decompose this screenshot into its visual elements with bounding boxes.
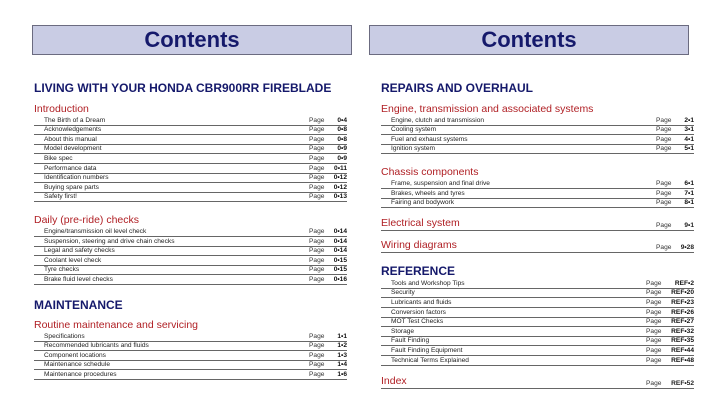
entry-title: Fairing and bodywork <box>391 199 455 207</box>
page-label: Page <box>309 183 325 191</box>
page-label: Page <box>656 116 672 124</box>
page-label: Page <box>309 275 325 283</box>
page-label: Page <box>656 145 672 153</box>
entry-title: Fault Finding Equipment <box>391 346 463 354</box>
entry-title: Maintenance procedures <box>44 370 117 378</box>
toc-entry[interactable] <box>381 327 694 337</box>
toc-list <box>34 332 347 380</box>
entry-title: Cooling system <box>391 126 437 134</box>
entry-title: Component locations <box>44 351 106 359</box>
toc-entry[interactable] <box>34 361 347 371</box>
entry-title: Conversion factors <box>391 308 446 316</box>
page-number: 1•1 <box>337 332 347 340</box>
part-title: REFERENCE <box>381 264 456 279</box>
contents-banner-right <box>369 25 689 55</box>
entry-title: Suspension, steering and drive chain checks <box>44 237 175 245</box>
entry-title: Lubricants and fluids <box>391 298 452 306</box>
contents-heading: Contents <box>481 27 577 52</box>
section-title: Engine, transmission and associated systems <box>381 103 594 115</box>
toc-entry[interactable] <box>381 337 694 347</box>
page-number: 0•12 <box>333 183 347 191</box>
page-label: Page <box>646 346 662 354</box>
entry-title: MOT Test Checks <box>391 318 444 326</box>
page-number: REF•27 <box>671 318 694 326</box>
entry-title: Security <box>391 289 415 297</box>
toc-entry[interactable] <box>34 275 347 285</box>
page-number: REF•2 <box>674 279 694 287</box>
page-number: 0•14 <box>333 247 347 255</box>
page-number: REF•48 <box>671 356 694 364</box>
toc-entry[interactable] <box>381 289 694 299</box>
page-label: Page <box>656 244 672 252</box>
page-number: 0•13 <box>333 193 347 201</box>
page-number: 1•3 <box>337 351 347 359</box>
toc-entry[interactable] <box>381 145 694 155</box>
page-label: Page <box>656 222 672 230</box>
page-label: Page <box>646 327 662 335</box>
page-label: Page <box>309 342 325 350</box>
page-number: 0•9 <box>337 154 347 162</box>
toc-entry[interactable] <box>34 266 347 276</box>
entry-title: Brake fluid level checks <box>44 275 113 283</box>
page-label: Page <box>309 351 325 359</box>
entry-title: Ignition system <box>391 145 435 153</box>
page-label: Page <box>309 266 325 274</box>
section-title: Routine maintenance and servicing <box>34 318 199 331</box>
toc-entry[interactable] <box>381 217 694 231</box>
toc-entry[interactable] <box>381 126 694 136</box>
toc-entry[interactable] <box>34 135 347 145</box>
page-number: 9•1 <box>684 222 694 230</box>
page-label: Page <box>309 154 325 162</box>
toc-entry[interactable] <box>34 370 347 380</box>
page-label: Page <box>309 361 325 369</box>
page-number: REF•44 <box>671 346 694 354</box>
page-number: 8•1 <box>684 199 694 207</box>
toc-entry[interactable] <box>381 135 694 145</box>
toc-entry[interactable] <box>34 126 347 136</box>
page-label: Page <box>656 199 672 207</box>
part-title: MAINTENANCE <box>34 297 123 312</box>
toc-entry[interactable] <box>34 332 347 342</box>
page-number: 3•1 <box>684 126 694 134</box>
toc-entry[interactable] <box>381 298 694 308</box>
toc-list <box>381 179 694 208</box>
page-label: Page <box>646 308 662 316</box>
toc-entry[interactable] <box>34 164 347 174</box>
page-label: Page <box>309 193 325 201</box>
contents-heading: Contents <box>144 27 240 52</box>
page-label: Page <box>656 126 672 134</box>
toc-entry[interactable] <box>381 318 694 328</box>
page-label: Page <box>309 247 325 255</box>
section-title: Index <box>381 374 407 387</box>
section-title: Introduction <box>34 103 89 115</box>
page-label: Page <box>309 116 325 124</box>
toc-list <box>381 116 694 154</box>
entry-title: About this manual <box>44 135 97 143</box>
toc-entry[interactable] <box>381 239 694 253</box>
entry-title: Fuel and exhaust systems <box>391 135 468 143</box>
toc-entry[interactable] <box>381 279 694 289</box>
toc-entry[interactable] <box>34 351 347 361</box>
page-number: 6•1 <box>684 179 694 187</box>
toc-entry[interactable] <box>34 154 347 164</box>
page-label: Page <box>309 135 325 143</box>
page-label: Page <box>656 135 672 143</box>
entry-title: Tools and Workshop Tips <box>391 279 465 287</box>
page-label: Page <box>646 289 662 297</box>
toc-entry[interactable] <box>34 174 347 184</box>
page-number: 0•14 <box>333 227 347 235</box>
page-number: REF•26 <box>671 308 694 316</box>
entry-title: Identification numbers <box>44 174 109 182</box>
toc-list <box>34 227 347 285</box>
page-number: 2•1 <box>684 116 694 124</box>
toc-entry[interactable] <box>381 189 694 199</box>
entry-title: The Birth of a Dream <box>44 116 106 124</box>
page-label: Page <box>309 227 325 235</box>
page-label: Page <box>646 337 662 345</box>
entry-title: Maintenance schedule <box>44 361 110 369</box>
toc-entry[interactable] <box>381 116 694 126</box>
part-title: LIVING WITH YOUR HONDA CBR900RR FIREBLADE <box>34 81 332 95</box>
entry-title: Coolant level check <box>44 256 102 264</box>
toc-entry[interactable] <box>381 346 694 356</box>
page-number: 0•15 <box>333 256 347 264</box>
entry-title: Tyre checks <box>44 266 80 274</box>
toc-entry[interactable] <box>34 247 347 257</box>
section-title: Wiring diagrams <box>381 239 457 252</box>
toc-list <box>381 279 694 365</box>
page-number: 0•4 <box>337 116 347 124</box>
page-label: Page <box>646 318 662 326</box>
entry-title: Fault Finding <box>391 337 430 345</box>
entry-title: Acknowledgements <box>44 126 102 134</box>
toc-entry[interactable] <box>381 308 694 318</box>
page-number: 0•8 <box>337 135 347 143</box>
page-label: Page <box>656 189 672 197</box>
page-number: 0•8 <box>337 126 347 134</box>
entry-title: Specifications <box>44 332 85 340</box>
page-label: Page <box>646 356 662 364</box>
toc-list <box>34 116 347 202</box>
left-column <box>34 80 347 380</box>
page-number: REF•35 <box>671 337 694 345</box>
page-label: Page <box>656 179 672 187</box>
page-label: Page <box>309 370 325 378</box>
entry-title: Performance data <box>44 164 97 172</box>
page-number: 9•28 <box>680 244 694 252</box>
page-number: REF•20 <box>671 289 694 297</box>
toc-entry[interactable] <box>34 342 347 352</box>
entry-title: Brakes, wheels and tyres <box>391 189 465 197</box>
toc-entry[interactable] <box>34 193 347 203</box>
page-number: 7•1 <box>684 189 694 197</box>
page-label: Page <box>646 298 662 306</box>
page-number: 0•14 <box>333 237 347 245</box>
entry-title: Engine, clutch and transmission <box>391 116 485 124</box>
page-label: Page <box>646 379 662 387</box>
page-number: REF•23 <box>671 298 694 306</box>
entry-title: Technical Terms Explained <box>391 356 469 364</box>
toc-entry[interactable] <box>34 116 347 126</box>
page-label: Page <box>309 164 325 172</box>
page-number: 0•11 <box>334 164 347 172</box>
entry-title: Legal and safety checks <box>44 247 115 255</box>
toc-entry[interactable] <box>381 179 694 189</box>
page-label: Page <box>309 126 325 134</box>
toc-entry[interactable] <box>34 145 347 155</box>
page-label: Page <box>309 332 325 340</box>
page-number: 1•4 <box>337 361 347 369</box>
page-number: 0•15 <box>333 266 347 274</box>
right-column <box>381 80 694 389</box>
toc-entry[interactable] <box>34 227 347 237</box>
page-number: REF•32 <box>671 327 694 335</box>
section-title: Daily (pre-ride) checks <box>34 214 140 227</box>
toc-entry[interactable] <box>381 356 694 366</box>
page-number: 0•16 <box>333 275 347 283</box>
entry-title: Storage <box>391 327 415 335</box>
part-title: REPAIRS AND OVERHAUL <box>381 81 534 95</box>
entry-title: Frame, suspension and final drive <box>391 179 490 187</box>
entry-title: Model development <box>44 145 102 153</box>
entry-title: Recommended lubricants and fluids <box>44 342 149 350</box>
section-title: Electrical system <box>381 217 460 230</box>
page-number: 1•2 <box>337 342 347 350</box>
toc-entry[interactable] <box>34 256 347 266</box>
page-number: REF•52 <box>671 379 694 387</box>
toc-entry[interactable] <box>381 375 694 389</box>
page-label: Page <box>309 256 325 264</box>
page-number: 5•1 <box>684 145 694 153</box>
page-number: 0•9 <box>337 145 347 153</box>
page-label: Page <box>646 279 662 287</box>
entry-title: Buying spare parts <box>44 183 99 191</box>
contents-banner-left <box>32 25 352 55</box>
toc-entry[interactable] <box>34 183 347 193</box>
page-number: 4•1 <box>684 135 694 143</box>
entry-title: Bike spec <box>44 154 73 162</box>
page-number: 0•12 <box>333 174 347 182</box>
page-label: Page <box>309 237 325 245</box>
page-number: 1•6 <box>337 370 347 378</box>
toc-entry[interactable] <box>381 199 694 209</box>
page-label: Page <box>309 145 325 153</box>
entry-title: Safety first! <box>44 193 77 201</box>
page-label: Page <box>309 174 325 182</box>
section-title: Chassis components <box>381 166 479 179</box>
toc-entry[interactable] <box>34 237 347 247</box>
entry-title: Engine/transmission oil level check <box>44 227 147 235</box>
